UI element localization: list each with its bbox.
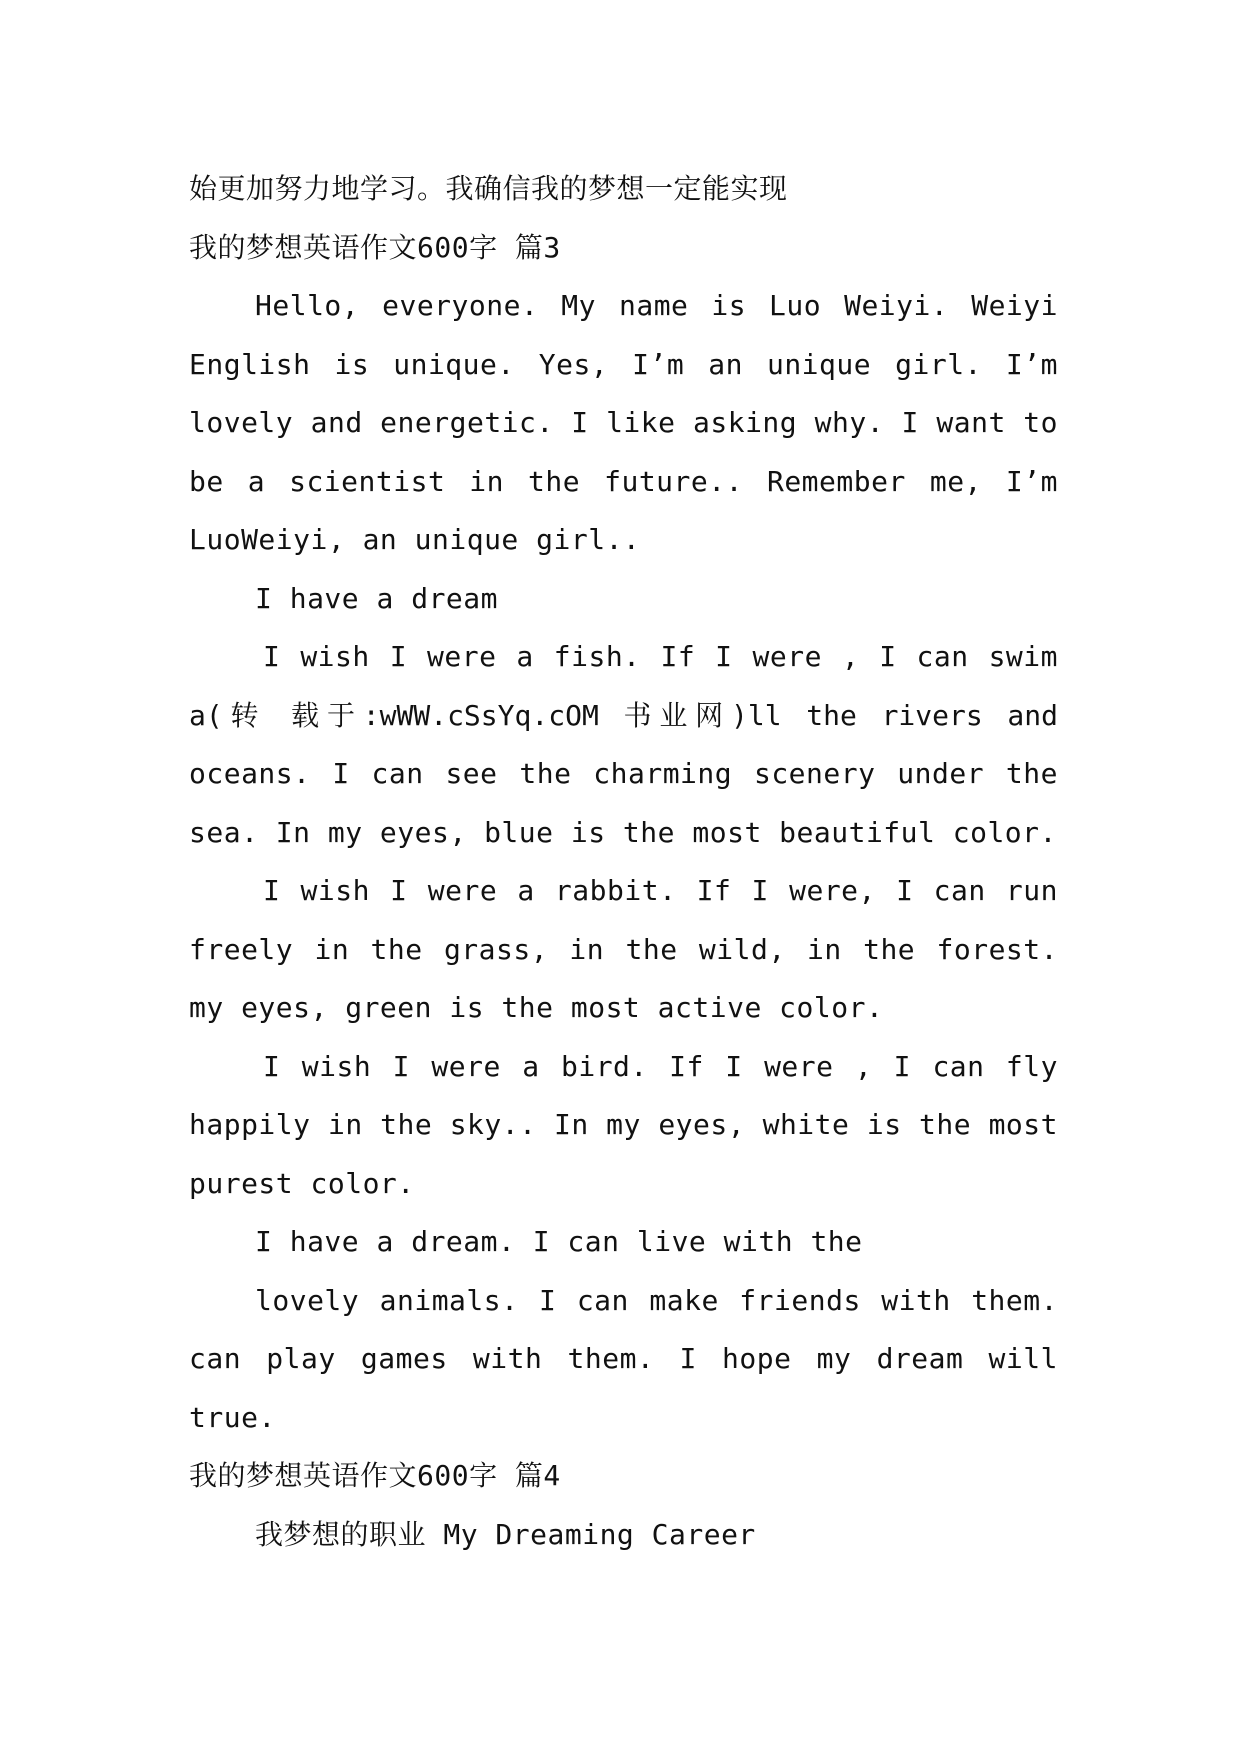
- paragraph-bird-line-3: purest color.: [189, 1166, 415, 1200]
- paragraph-intro-line-4: be a scientist in the future.. Remember me, I’m: [189, 464, 1058, 498]
- paragraph-rabbit-line-2: freely in the grass, in the wild, in the forest.: [189, 932, 1058, 966]
- paragraph-intro-line-5: LuoWeiyi, an unique girl..: [189, 523, 641, 556]
- dream-heading-line: I have a dream: [255, 581, 499, 615]
- section-heading-3: 我的梦想英语作文600字 篇3: [189, 230, 561, 264]
- career-title-line: 我梦想的职业 My Dreaming Career: [255, 1517, 756, 1551]
- paragraph-animals-line-4: true.: [189, 1400, 276, 1434]
- paragraph-animals-line-2: lovely animals. I can make friends with them.: [255, 1283, 1058, 1317]
- document-body: [189, 160, 1058, 1564]
- paragraph-fish-line-4: sea. In my eyes, blue is the most beautiful color.: [189, 815, 1057, 849]
- paragraph-fish-line-2: a(转 载于:wWW.cSsYq.cOM 书业网)ll the rivers and: [189, 698, 1058, 732]
- paragraph-rabbit-line-1: I wish I were a rabbit. If I were, I can run: [263, 874, 1058, 907]
- paragraph-bird-line-2: happily in the sky.. In my eyes, white is the most: [189, 1108, 1058, 1141]
- paragraph-intro-line-2: English is unique. Yes, I’m an unique girl. I’m: [189, 347, 1058, 381]
- paragraph-intro-line-1: Hello, everyone. My name is Luo Weiyi. Weiyi: [255, 289, 1058, 322]
- paragraph-intro-line-3: lovely and energetic. I like asking why. I want to: [189, 406, 1058, 439]
- paragraph-animals-line-3: can play games with them. I hope my dream will: [189, 1342, 1058, 1375]
- paragraph-rabbit-line-3: my eyes, green is the most active color.: [189, 991, 884, 1024]
- text-line-continuation: 始更加努力地学习。我确信我的梦想一定能实现: [189, 172, 788, 205]
- paragraph-animals-line-1: I have a dream. I can live with the: [255, 1225, 863, 1258]
- paragraph-bird-line-1: I wish I were a bird. If I were , I can fly: [263, 1049, 1058, 1083]
- paragraph-fish-line-1: I wish I were a fish. If I were , I can swim: [263, 640, 1058, 673]
- section-heading-4: 我的梦想英语作文600字 篇4: [189, 1459, 561, 1492]
- paragraph-fish-line-3: oceans. I can see the charming scenery under the: [189, 757, 1058, 790]
